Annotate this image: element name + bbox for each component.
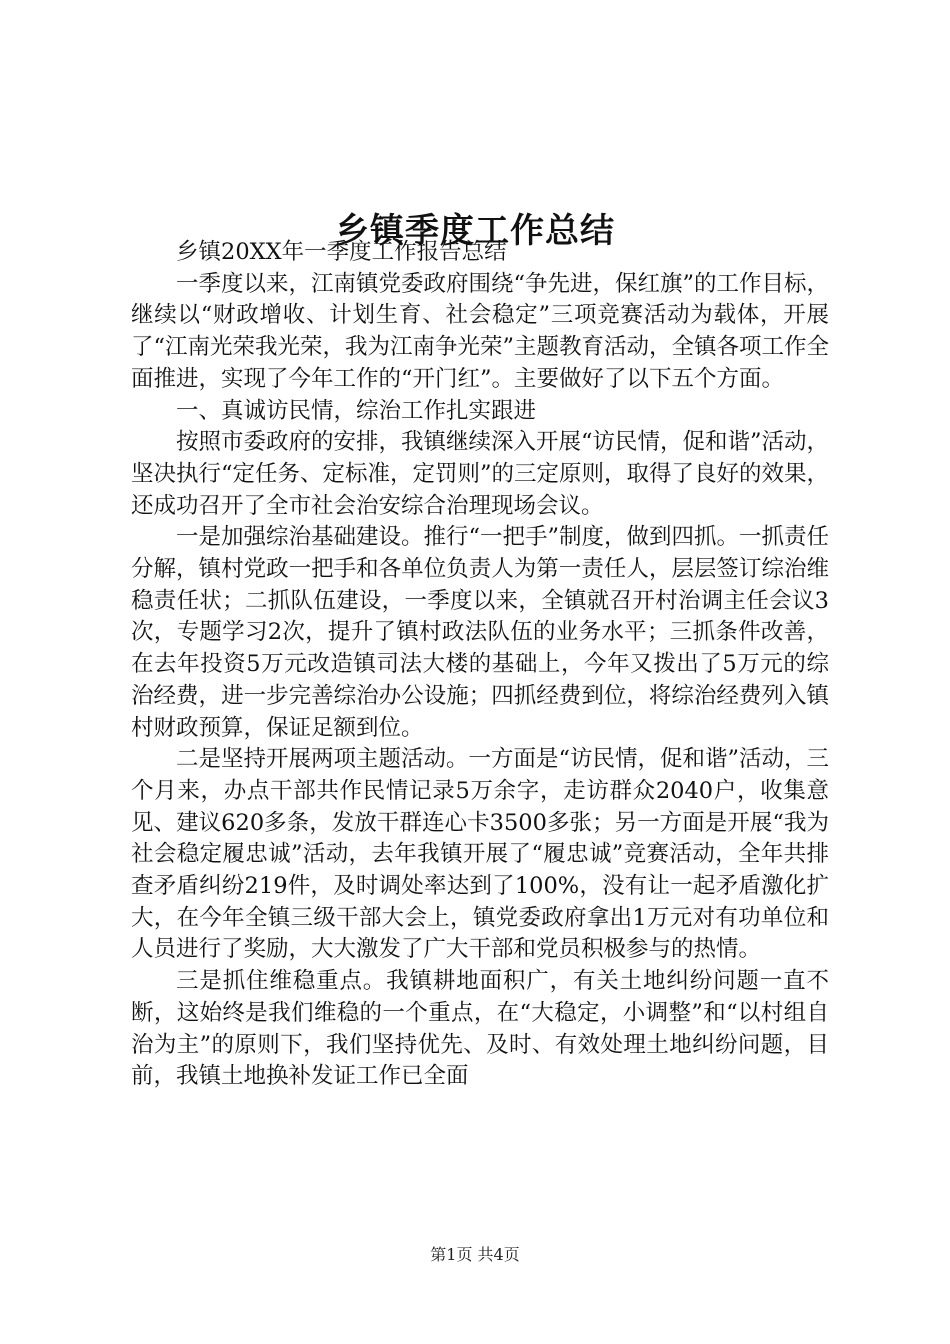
- page-footer: [0, 1244, 950, 1266]
- intro-paragraph: 一季度以来，江南镇党委政府围绕“争先进，保红旗”的工作目标，继续以“财政增收、计划生育、社会稳定”三项竞赛活动为载体，开展了“江南光荣我光荣，我为江南争光荣”主题教育活动，全镇各项工作全面推进，实现了今年工作的“开门红”。主要做好了以下五个方面。: [131, 270, 830, 392]
- subtitle-paragraph: 乡镇20XX年一季度工作报告总结: [176, 239, 507, 265]
- document-title: 乡镇季度工作总结: [335, 210, 615, 251]
- body-paragraph: 二是坚持开展两项主题活动。一方面是“访民情，促和谐”活动，三个月来，办点干部共作民情记录5万余字，走访群众2040户，收集意见、建议620多条，发放干群连心卡3500多张；另一方面是开展“我为社会稳定履忠诚”活动，去年我镇开展了“履忠诚”竞赛活动，全年共排查矛盾纠纷219件，及时调处率达到了100%，没有让一起矛盾激化扩大，在今年全镇三级干部大会上，镇党委政府拿出1万元对有功单位和人员进行了奖励，大大激发了广大干部和党员积极参与的热情。: [131, 746, 830, 963]
- document-body: [131, 237, 829, 1093]
- section-heading-1: 一、真诚访民情，综治工作扎实跟进: [176, 397, 537, 424]
- body-paragraph: 一是加强综治基础建设。推行“一把手”制度，做到四抓。一抓责任分解，镇村党政一把手和各单位负责人为第一责任人，层层签订综治维稳责任状；二抓队伍建设，一季度以来，全镇就召开村治调主任会议3次，专题学习2次，提升了镇村政法队伍的业务水平；三抓条件改善，在去年投资5万元改造镇司法大楼的基础上，今年又拨出了5万元的综治经费，进一步完善综治办公设施；四抓经费到位，将综治经费列入镇村财政预算，保证足额到位。: [131, 524, 830, 741]
- body-paragraph: 三是抓住维稳重点。我镇耕地面积广，有关土地纠纷问题一直不断，这始终是我们维稳的一个重点，在“大稳定，小调整”和“以村组自治为主”的原则下，我们坚持优先、及时、有效处理土地纠纷问题，目前，我镇土地换补发证工作已全面: [131, 968, 829, 1090]
- page-indicator: 第1页 共4页: [430, 1245, 520, 1264]
- body-paragraph: 按照市委政府的安排，我镇继续深入开展“访民情，促和谐”活动，坚决执行“定任务、定标准，定罚则”的三定原则，取得了良好的效果，还成功召开了全市社会治安综合治理现场会议。: [131, 429, 830, 519]
